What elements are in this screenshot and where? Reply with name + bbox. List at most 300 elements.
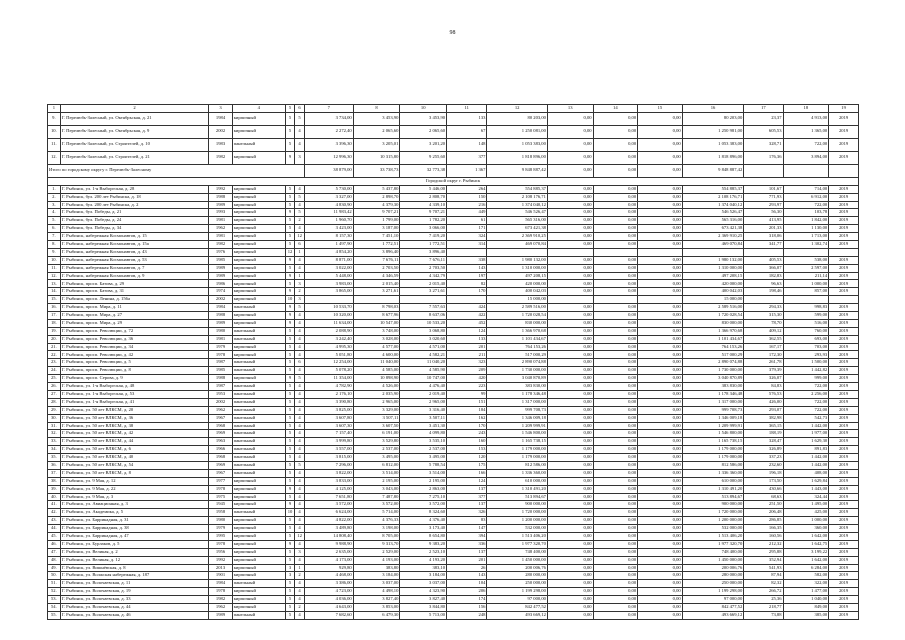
table-cell: 0,00 <box>547 256 593 264</box>
table-cell: 5 <box>295 193 305 201</box>
table-cell: 1988 <box>209 375 232 383</box>
table-cell: 2019 <box>829 596 859 604</box>
table-row <box>48 241 859 249</box>
table-cell <box>447 248 487 256</box>
table-cell: Г. Рыбинск, просп. Серова, д. 9 <box>60 375 209 383</box>
table-cell: 1978 <box>209 588 232 596</box>
table-cell: 565 316,00 <box>682 217 744 225</box>
table-cell: 1 336 360,00 <box>487 469 548 477</box>
table-cell: панельный <box>232 430 285 438</box>
table-cell: 1 365,00 <box>783 125 829 138</box>
table-cell: 2013 <box>209 564 232 572</box>
table-cell: 13. <box>48 280 61 288</box>
table-cell: 4 <box>295 414 305 422</box>
table-cell: 0,00 <box>593 556 638 564</box>
table-cell: 9 255,60 <box>400 151 447 164</box>
table-cell: 8 324,60 <box>400 509 447 517</box>
table-cell: 2019 <box>829 138 859 151</box>
table-cell: 1992 <box>209 185 232 193</box>
table-cell: 280 000,00 <box>487 572 548 580</box>
table-cell: 3 390,80 <box>304 398 353 406</box>
column-number: 16 <box>682 105 744 113</box>
table-cell: 4 <box>295 454 305 462</box>
table-cell: 748 400,00 <box>487 548 548 556</box>
table-cell: 3 316,40 <box>400 406 447 414</box>
table-cell <box>400 296 447 304</box>
table-cell: 9 707,21 <box>400 209 447 217</box>
table-cell: 0,00 <box>547 335 593 343</box>
table-cell: 900 000,00 <box>487 501 548 509</box>
table-cell: 4 476,40 <box>400 383 447 391</box>
table-cell: 166 <box>447 469 487 477</box>
table-cell: кирпичный <box>232 125 285 138</box>
table-cell: 5 <box>285 359 295 367</box>
table-cell: 0,00 <box>547 151 593 164</box>
table-cell <box>829 248 859 256</box>
table-cell: 3 271,61 <box>353 288 400 296</box>
table-cell: 2019 <box>829 556 859 564</box>
table-cell: 0,00 <box>593 509 638 517</box>
table-cell: 1 720 000,00 <box>487 509 548 517</box>
table-cell: 2 890 074,88 <box>487 359 548 367</box>
table-cell: 1962 <box>209 225 232 233</box>
table-cell: 999,00 <box>783 375 829 383</box>
table-cell: 0,00 <box>593 241 638 249</box>
table-cell: 2019 <box>829 185 859 193</box>
table-cell: 293,93 <box>783 351 829 359</box>
table-cell: 5 <box>285 556 295 564</box>
table-cell: 0,00 <box>638 209 683 217</box>
table-cell: 0,00 <box>547 398 593 406</box>
table-cell: 3 <box>295 280 305 288</box>
table-cell: 842 477,52 <box>682 603 744 611</box>
table-cell: 1976 <box>209 248 232 256</box>
table-cell: 182,83 <box>744 272 783 280</box>
table-cell: 15. <box>48 296 61 304</box>
table-cell: 7 157,40 <box>304 430 353 438</box>
table-cell: 2019 <box>829 548 859 556</box>
table-cell: 1 <box>295 564 305 572</box>
table-cell: 326,89 <box>744 446 783 454</box>
table-cell: 2019 <box>829 351 859 359</box>
table-cell: 14 808,40 <box>304 532 353 540</box>
table-cell: 5 <box>295 112 305 125</box>
table-row <box>48 112 859 125</box>
table-cell: 1 513 406,20 <box>682 532 744 540</box>
table-cell: 0,00 <box>547 280 593 288</box>
table-cell: 5. <box>48 217 61 225</box>
subtotal-value <box>744 164 783 177</box>
table-cell: 3 198,00 <box>353 525 400 533</box>
table-cell: 1968 <box>209 422 232 430</box>
table-cell: 24. <box>48 367 61 375</box>
table-cell: 2 065,60 <box>353 125 400 138</box>
table-cell: 9 <box>285 319 295 327</box>
table-cell: 2019 <box>829 588 859 596</box>
table-cell: 39. <box>48 485 61 493</box>
table-cell: 2 529,00 <box>353 548 400 556</box>
table-cell: 14. <box>48 288 61 296</box>
table-cell: 4 193,20 <box>400 556 447 564</box>
table-cell: 1 000,00 <box>783 280 829 288</box>
table-cell: 33. <box>48 438 61 446</box>
table-row <box>48 383 859 391</box>
table-cell: 1 442,00 <box>783 461 829 469</box>
table-cell: 2002 <box>209 125 232 138</box>
table-cell: Г. Рыбинск, ул. 50 лет ВЛКСМ, д. 38 <box>60 422 209 430</box>
table-cell: 3 040 870,89 <box>682 375 744 383</box>
table-cell: 1 310 000,00 <box>487 264 548 272</box>
table-cell: 266,72 <box>744 588 783 596</box>
table-cell: 4 342,79 <box>400 272 447 280</box>
table-cell: 1 720 000,00 <box>682 509 744 517</box>
table-cell: 8. <box>48 241 61 249</box>
table-cell: 4 <box>295 611 305 619</box>
table-cell: 2 019,40 <box>400 390 447 398</box>
table-cell: 2002 <box>209 398 232 406</box>
table-cell: 5 <box>285 493 295 501</box>
table-cell: 2019 <box>829 493 859 501</box>
table-cell: Г. Рыбинск, набережная Космонавтов, д. 7 <box>60 264 209 272</box>
table-cell: 2019 <box>829 288 859 296</box>
table-cell: 4 <box>295 477 305 485</box>
table-cell: 1 720 028,54 <box>487 312 548 320</box>
table-cell: 0,00 <box>593 209 638 217</box>
table-cell: 1 101 434,67 <box>487 335 548 343</box>
table-cell: 0,00 <box>547 217 593 225</box>
table-cell: 1983 <box>209 138 232 151</box>
table-cell: 4 <box>295 540 305 548</box>
table-cell: 5 <box>285 280 295 288</box>
table-cell: 264 <box>447 185 487 193</box>
table-cell: 1978 <box>209 540 232 548</box>
table-cell: 2 108 176,71 <box>487 193 548 201</box>
table-cell: 0,00 <box>638 422 683 430</box>
table-cell: 610 000,00 <box>682 477 744 485</box>
table-cell: кирпичный <box>232 264 285 272</box>
table-cell: 5 <box>285 233 295 241</box>
table-cell: кирпичный <box>232 312 285 320</box>
table-cell: кирпичный <box>232 256 285 264</box>
table-cell: 0,00 <box>638 367 683 375</box>
table-cell: 1 546 800,00 <box>487 430 548 438</box>
table-cell: 1958 <box>209 509 232 517</box>
table-cell: 2 195,00 <box>400 477 447 485</box>
table-cell: кирпичный <box>232 477 285 485</box>
table-cell: 3 833,00 <box>304 477 353 485</box>
table-cell: 532 000,00 <box>487 525 548 533</box>
table-cell: 1989 <box>209 319 232 327</box>
table-cell: 143 <box>447 264 487 272</box>
table-cell: 0,00 <box>593 596 638 604</box>
table-cell: 0,00 <box>638 509 683 517</box>
table-cell: панельный <box>232 390 285 398</box>
table-cell: 2 088,90 <box>304 327 353 335</box>
table-cell: 1980 <box>209 327 232 335</box>
table-cell: 143 <box>447 572 487 580</box>
table-cell: 3 607,50 <box>353 422 400 430</box>
table-cell: 8 871,00 <box>304 256 353 264</box>
table-cell: 1 346 009,18 <box>682 414 744 422</box>
table-cell: 10 747,00 <box>400 375 447 383</box>
table-cell: 87,94 <box>744 572 783 580</box>
table-cell: 7. <box>48 233 61 241</box>
table-row <box>48 454 859 462</box>
table-cell: 1 317 000,00 <box>487 398 548 406</box>
table-cell: 2019 <box>829 225 859 233</box>
table-cell: 6 624,00 <box>304 509 353 517</box>
table-cell: 0,00 <box>547 304 593 312</box>
table-cell: 2019 <box>829 233 859 241</box>
table-cell: 5 <box>285 611 295 619</box>
table-row <box>48 312 859 320</box>
table-cell: 9 <box>285 256 295 264</box>
table-cell: 764 153,26 <box>682 343 744 351</box>
table-cell: 0,00 <box>547 209 593 217</box>
table-cell: 2019 <box>829 532 859 540</box>
table-cell: 0,00 <box>547 493 593 501</box>
table-cell: кирпичный <box>232 225 285 233</box>
table-cell: 2019 <box>829 406 859 414</box>
table-cell: 3 199,22 <box>783 548 829 556</box>
table-cell: 0,00 <box>593 225 638 233</box>
table-cell: 1978 <box>209 351 232 359</box>
table-cell <box>744 296 783 304</box>
table-cell: 0,00 <box>593 390 638 398</box>
table-cell: Г. Рыбинск, просп. Мира, д. 11 <box>60 304 209 312</box>
table-cell: 1981 <box>209 335 232 343</box>
table-cell: 56,30 <box>744 209 783 217</box>
table-cell: 101,67 <box>744 185 783 193</box>
table-row <box>48 343 859 351</box>
table-cell: 5 078,20 <box>304 367 353 375</box>
table-cell: 4 498,10 <box>353 588 400 596</box>
table-cell: 295,88 <box>744 548 783 556</box>
column-number: 12 <box>487 105 548 113</box>
table-cell: 4 822,00 <box>304 517 353 525</box>
table-cell: 0,00 <box>547 233 593 241</box>
table-cell: 5 <box>285 185 295 193</box>
table-cell: 377 <box>447 151 487 164</box>
table-cell: 0,00 <box>638 151 683 164</box>
table-cell: 379,39 <box>744 367 783 375</box>
table-cell: 4 <box>295 390 305 398</box>
table-cell: 1 310 000,00 <box>682 264 744 272</box>
table-cell: 0,00 <box>638 241 683 249</box>
table-cell: 0,00 <box>547 225 593 233</box>
table-cell: 0,00 <box>638 540 683 548</box>
table-cell: 243 <box>447 430 487 438</box>
table-cell: 2 065,60 <box>400 125 447 138</box>
table-cell: 0,00 <box>638 414 683 422</box>
table-cell: 2019 <box>829 217 859 225</box>
table-cell: 4 339,10 <box>400 201 447 209</box>
table-cell: 4 125,00 <box>304 485 353 493</box>
table-cell: 1984 <box>209 112 232 125</box>
table-cell: 0,00 <box>593 256 638 264</box>
table-cell: 9 <box>285 304 295 312</box>
table-cell: 328,71 <box>744 138 783 151</box>
table-cell: 5 <box>285 343 295 351</box>
table-cell: 4 376,33 <box>353 517 400 525</box>
table-cell: 5 <box>285 351 295 359</box>
table-cell: 7 676,11 <box>400 256 447 264</box>
table-cell: 4 585,00 <box>353 367 400 375</box>
table-cell: 857,00 <box>783 288 829 296</box>
table-cell: 4 <box>295 343 305 351</box>
table-cell: 4 526,00 <box>353 383 400 391</box>
table-cell: 1963 <box>209 438 232 446</box>
table-cell: 1969 <box>209 430 232 438</box>
table-cell: 29. <box>48 406 61 414</box>
table-cell: 1986 <box>209 280 232 288</box>
table-cell: 5 <box>285 398 295 406</box>
table-cell: Г. Рыбинск, просп. Революции, д. 34 <box>60 343 209 351</box>
table-cell: 2019 <box>829 398 859 406</box>
table-cell: 4 <box>295 351 305 359</box>
table-cell: 0,00 <box>547 564 593 572</box>
table-cell: Г. Перелюбь-Залесный, ул. Октябрьская, д. 21 <box>60 112 209 125</box>
table-cell: 771,93 <box>744 193 783 201</box>
table-cell: 9 <box>285 288 295 296</box>
table-cell: 3 <box>295 296 305 304</box>
table-cell: 554 885,37 <box>682 185 744 193</box>
table-cell: 748 400,00 <box>682 548 744 556</box>
table-row <box>48 185 859 193</box>
table-cell: 4 <box>295 319 305 327</box>
table-cell: 54. <box>48 603 61 611</box>
table-cell: 2 176,10 <box>304 390 353 398</box>
table-cell: 0,00 <box>593 138 638 151</box>
table-cell: 2019 <box>829 422 859 430</box>
table-cell: 30. <box>48 414 61 422</box>
table-cell: 73,88 <box>744 611 783 619</box>
table-cell: 0,00 <box>638 383 683 391</box>
table-cell: 280 000,00 <box>682 572 744 580</box>
table-cell: 4 <box>295 493 305 501</box>
table-cell: 4 854,20 <box>304 248 353 256</box>
table-cell: 16. <box>48 304 61 312</box>
table-cell: 4 193,00 <box>353 556 400 564</box>
table-cell: Г. Рыбинск, набережная Космонавтов, д. 43 <box>60 248 209 256</box>
table-cell: кирпичный <box>232 248 285 256</box>
table-cell: 424 <box>447 304 487 312</box>
subtotal-value: 38 879,00 <box>304 164 353 177</box>
table-cell: Г. Рыбинск, ул. Великая, д. 2 <box>60 548 209 556</box>
table-cell: 5 <box>285 532 295 540</box>
table-cell: 5 <box>295 304 305 312</box>
table-cell: Г. Рыбинск, ул. 50 лет ВЛКСМ, д. 42 <box>60 430 209 438</box>
table-cell: 1992 <box>209 556 232 564</box>
table-cell: 324 <box>447 233 487 241</box>
table-cell: 0,00 <box>593 501 638 509</box>
table-cell: 546 526,47 <box>682 209 744 217</box>
table-cell: 18. <box>48 319 61 327</box>
table-cell: 493 669,12 <box>682 611 744 619</box>
table-cell: 0,00 <box>547 383 593 391</box>
table-cell: 4 830,90 <box>304 201 353 209</box>
table-row <box>48 493 859 501</box>
table-cell: Г. Рыбинск, ул. 9 Мая, д. 3 <box>60 493 209 501</box>
table-cell: 1 209 999,91 <box>487 422 548 430</box>
column-number: 2 <box>60 105 209 113</box>
table-cell: 999 708,73 <box>487 406 548 414</box>
table-cell: Г. Рыбинск, ул. 50 лет ВЛКСМ, д. 54 <box>60 461 209 469</box>
table-cell: 0,00 <box>593 272 638 280</box>
table-cell: 413,95 <box>744 217 783 225</box>
table-row <box>48 375 859 383</box>
table-cell: 19. <box>48 327 61 335</box>
table-cell: 0,00 <box>547 446 593 454</box>
table-cell: 0,00 <box>593 603 638 611</box>
table-cell: 0,00 <box>638 564 683 572</box>
table-cell: 3 827,40 <box>400 596 447 604</box>
table-cell: 9 707,21 <box>353 209 400 217</box>
table-cell: 0,00 <box>593 517 638 525</box>
table-row <box>48 422 859 430</box>
table-cell: 4 099,80 <box>400 430 447 438</box>
table-cell: 2 965,00 <box>400 398 447 406</box>
table-cell: 385,00 <box>783 611 829 619</box>
table-cell: 1981 <box>209 217 232 225</box>
subtotal-value: 32 773,38 <box>400 164 447 177</box>
table-cell <box>593 248 638 256</box>
table-cell: 0,00 <box>593 319 638 327</box>
table-cell <box>783 248 829 256</box>
table-cell: 0,00 <box>593 438 638 446</box>
table-cell: 3 327,00 <box>304 193 353 201</box>
table-cell: 2019 <box>829 256 859 264</box>
table-cell <box>744 248 783 256</box>
table-cell: 0,00 <box>547 375 593 383</box>
table-row <box>48 125 859 138</box>
table-cell: 3 201,20 <box>400 138 447 151</box>
table-cell: Г. Рыбинск, ул. Баррикадная, д. 47 <box>60 532 209 540</box>
table-cell: Г. Рыбинск, ул. Волочаевская, д. 19 <box>60 588 209 596</box>
table-cell: 2019 <box>829 319 859 327</box>
table-cell: 4 <box>295 125 305 138</box>
table-cell: 0,00 <box>547 572 593 580</box>
table-cell: 2019 <box>829 446 859 454</box>
table-row <box>48 398 859 406</box>
table-cell: Г. Рыбинск, набережная Космонавтов, д. 9 <box>60 272 209 280</box>
table-cell: 5 <box>285 596 295 604</box>
table-cell: 0,00 <box>638 125 683 138</box>
table-cell: 326,07 <box>744 375 783 383</box>
table-cell: 2 035,90 <box>353 390 400 398</box>
table-cell: 7 557,63 <box>400 304 447 312</box>
table-cell: 0,00 <box>593 611 638 619</box>
table-cell: 8 654,80 <box>400 532 447 540</box>
table-cell: 532 000,00 <box>682 525 744 533</box>
table-cell: 2019 <box>829 280 859 288</box>
table-cell: 4 577,00 <box>353 343 400 351</box>
table-cell: 341,77 <box>744 241 783 249</box>
table-cell: 2019 <box>829 272 859 280</box>
table-cell: 0,00 <box>638 375 683 383</box>
table-cell: 10. <box>48 256 61 264</box>
table-cell: Г. Рыбинск, просп. Революции, д. 42 <box>60 351 209 359</box>
table-cell: 849,00 <box>783 603 829 611</box>
table-cell: 1984 <box>209 304 232 312</box>
subtotal-value: 0,00 <box>638 164 683 177</box>
table-cell: Г. Рыбинск, ул. Вишнёвская, д. 8 <box>60 564 209 572</box>
table-cell: 3 495,00 <box>353 454 400 462</box>
table-cell: 891,83 <box>783 446 829 454</box>
table-cell: 1962 <box>209 603 232 611</box>
table-cell: 0,00 <box>547 596 593 604</box>
table-cell: 513 894,67 <box>682 493 744 501</box>
